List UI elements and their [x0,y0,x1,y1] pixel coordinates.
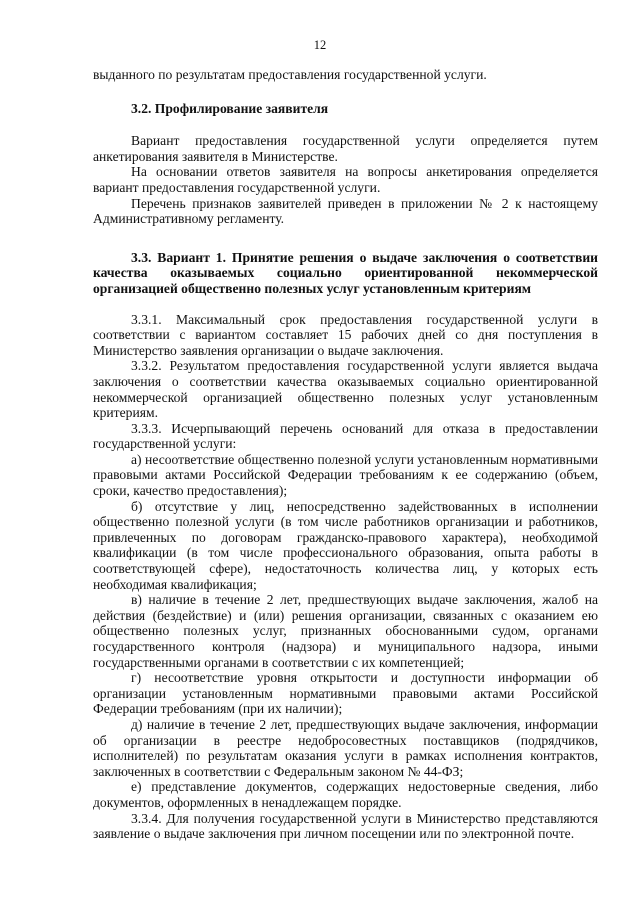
paragraph-applicant-features: Перечень признаков заявителей приведен в приложении № 2 к настоящему Административному регламенту. [93,195,598,227]
list-item-a: а) несоответствие общественно полезной услуги установленным нормативными правовыми актами Российской Федерации требованиям к ее содержанию (объем, сроки, качество предоставления); [93,451,598,499]
section-heading-3-3: 3.3. Вариант 1. Принятие решения о выдаче заключения о соответствии качества оказываемых социально ориентированной некоммерческой организацией общественно полезных услуг установленным критериям [93,249,598,296]
paragraph-3-3-1: 3.3.1. Максимальный срок предоставления государственной услуги в соответствии с вариантом составляет 15 рабочих дней со дня поступления в Министерство заявления организации о выдаче заключения. [93,311,598,358]
paragraph-3-3-3: 3.3.3. Исчерпывающий перечень оснований для отказа в предоставлении государственной услуги: [93,420,598,452]
paragraph-3-3-4: 3.3.4. Для получения государственной услуги в Министерство представляются заявление о выдаче заключения при личном посещении или по электронной почте. [93,810,598,842]
paragraph-variant-definition: Вариант предоставления государственной услуги определяется путем анкетирования заявителя в Министерстве. [93,133,598,164]
list-item-d: д) наличие в течение 2 лет, предшествующих выдаче заключения, информации об организации в реестре недобросовестных поставщиков (подрядчиков, исполнителей) по результатам оказания услуги в рамках исполнения контрактов, заключенных в соответствии с Федеральным законом № 44-ФЗ; [93,716,598,779]
list-item-e: е) представление документов, содержащих недостоверные сведения, либо документов, оформленных в ненадлежащем порядке. [93,779,598,810]
paragraph-3-3-2: 3.3.2. Результатом предоставления государственной услуги является выдача заключения о соответствии качества оказываемых социально ориентированной некоммерческой организацией общественно полезных услуг установленным критериям. [93,358,598,421]
list-item-g: г) несоответствие уровня открытости и доступности информации об организации установленным нормативными правовыми актами Российской Федерации требованиям (при их наличии); [93,670,598,717]
document-body [93,67,598,842]
section-heading-3-2: 3.2. Профилирование заявителя [131,100,329,116]
page-number: 12 [313,38,327,52]
paragraph-continuation: выданного по результатам предоставления государственной услуги. [93,67,487,82]
list-item-v: в) наличие в течение 2 лет, предшествующих выдаче заключения, жалоб на действия (бездействие) и (или) решения организации, связанных с оказанием ею общественно полезных услуг, признанных обоснованными судом, органами государственного контроля (надзора) и муниципального надзора, иными государственными органами в соответствии с их компетенцией; [93,592,598,670]
list-item-b: б) отсутствие у лиц, непосредственно задействованных в исполнении общественно полезной услуги (в том числе работников организации и работников, привлеченных по договорам гражданско-правового характера), необходимой квалификации (в том числе профессионального образования, опыта работы в соответствующей сфере), недостаточность количества лиц, у которых есть необходимая квалификация; [93,498,598,592]
paragraph-survey-answers: На основании ответов заявителя на вопросы анкетирования определяется вариант предоставления государственной услуги. [93,164,598,195]
